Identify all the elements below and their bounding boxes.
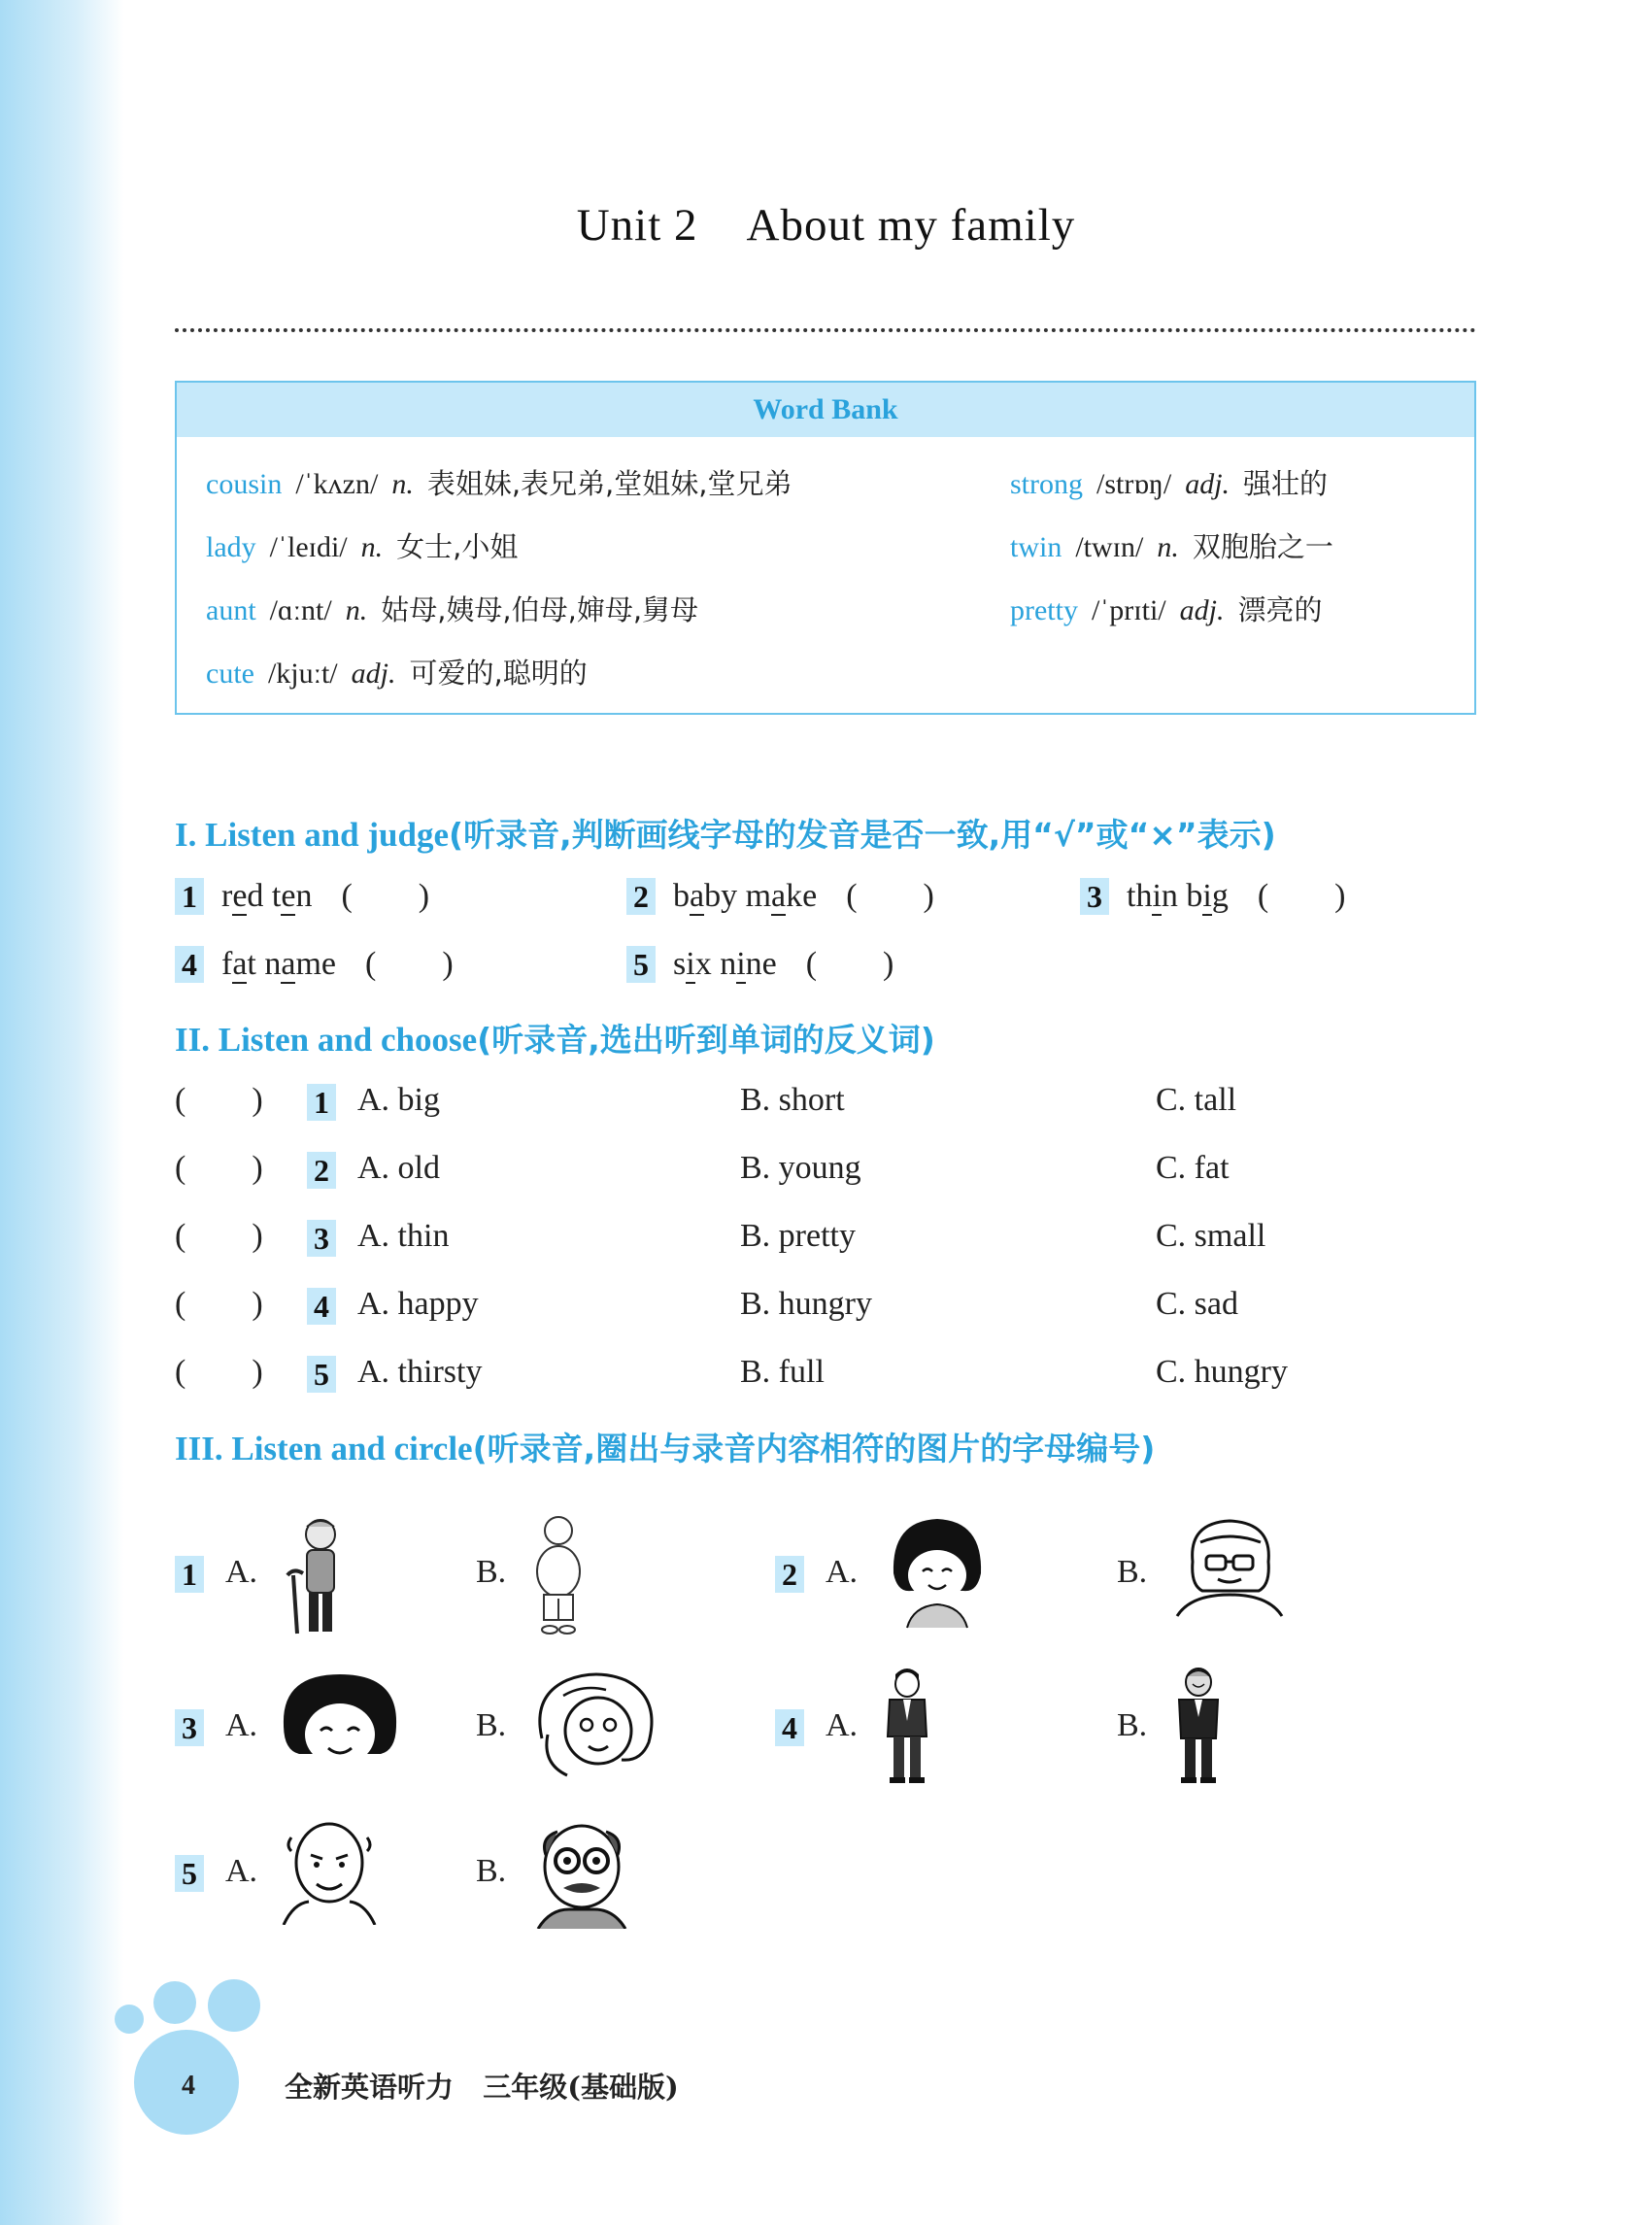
- item-number: 2: [626, 878, 656, 915]
- option-b[interactable]: B. pretty: [740, 1218, 856, 1254]
- section-3-title-cn: (听录音,圈出与录音内容相符的图片的字母编号): [472, 1430, 1156, 1467]
- answer-blank[interactable]: ( ): [175, 1286, 263, 1322]
- option-a[interactable]: A. happy: [357, 1286, 479, 1322]
- entry-phonetic: /ɑːnt/: [269, 594, 332, 626]
- entry-phonetic: /ˈleɪdi/: [269, 531, 348, 563]
- item-number: 1: [175, 878, 204, 915]
- judge-item: [175, 878, 429, 915]
- item-number: 5: [307, 1356, 336, 1393]
- item-number: 3: [175, 1709, 204, 1746]
- section-1-title-cn: (听录音,判断画线字母的发音是否一致,用“√”或“×”表示): [449, 816, 1276, 854]
- curly-hair-girl-icon[interactable]: [528, 1667, 664, 1781]
- entry-word: lady: [206, 531, 256, 563]
- option-b-label[interactable]: B.: [476, 1853, 507, 1889]
- entry-meaning: 女士,小姐: [396, 530, 519, 563]
- word-pair: red ten: [221, 878, 313, 914]
- item-number: 1: [307, 1084, 336, 1121]
- entry-word: strong: [1010, 468, 1083, 500]
- answer-blank[interactable]: ( ): [175, 1082, 263, 1118]
- item-number: 4: [775, 1709, 804, 1746]
- word-bank: [175, 381, 1476, 715]
- judge-item: [175, 946, 454, 983]
- entry-phonetic: /ˈprɪti/: [1091, 594, 1166, 626]
- entry-word: twin: [1010, 531, 1062, 563]
- old-man-suit-icon[interactable]: [1169, 1661, 1228, 1787]
- fat-boy-icon[interactable]: [524, 1511, 592, 1637]
- grandpa-with-glasses-icon[interactable]: [530, 1816, 633, 1929]
- paw-toe-decoration: [208, 1979, 260, 2032]
- dotted-divider: [175, 328, 1476, 332]
- word-entry: [1010, 525, 1333, 565]
- girl-face-icon[interactable]: [278, 1670, 402, 1777]
- entry-word: aunt: [206, 594, 256, 626]
- option-b[interactable]: B. young: [740, 1150, 861, 1186]
- word-entry: [1010, 589, 1323, 628]
- option-b[interactable]: B. full: [740, 1354, 825, 1390]
- judge-item: [626, 946, 893, 983]
- item-number: 1: [175, 1556, 204, 1593]
- book-title: 全新英语听力 三年级(基础版): [285, 2071, 679, 2104]
- entry-phonetic: /ˈkʌzn/: [295, 468, 379, 500]
- word-pair: baby make: [673, 878, 818, 914]
- entry-word: pretty: [1010, 594, 1078, 626]
- unit-label: Unit 2: [576, 200, 698, 251]
- item-number: 5: [175, 1855, 204, 1892]
- section-3-title: [175, 1424, 1155, 1469]
- entry-meaning: 漂亮的: [1237, 593, 1323, 626]
- answer-blank[interactable]: ( ): [341, 878, 430, 914]
- entry-phonetic: /kjuːt/: [267, 657, 338, 690]
- girl-bob-hair-icon[interactable]: [884, 1515, 991, 1630]
- option-a[interactable]: A. thirsty: [357, 1354, 483, 1390]
- entry-word: cousin: [206, 468, 283, 500]
- word-entry: [206, 462, 792, 502]
- option-c[interactable]: C. hungry: [1156, 1354, 1288, 1390]
- page-title: [0, 199, 1652, 252]
- option-b-label[interactable]: B.: [1117, 1554, 1148, 1590]
- option-b-label[interactable]: B.: [476, 1707, 507, 1743]
- entry-meaning: 强壮的: [1243, 467, 1329, 500]
- entry-word: cute: [206, 657, 254, 690]
- word-pair: six nine: [673, 946, 777, 982]
- section-1-title-en: I. Listen and judge: [175, 816, 450, 854]
- option-c[interactable]: C. tall: [1156, 1082, 1237, 1118]
- entry-meaning: 可爱的,聪明的: [409, 657, 588, 690]
- word-bank-heading: Word Bank: [177, 383, 1474, 437]
- entry-meaning: 姑母,姨母,伯母,婶母,舅母: [381, 593, 699, 626]
- young-man-suit-icon[interactable]: [878, 1661, 936, 1787]
- option-b[interactable]: B. hungry: [740, 1286, 872, 1322]
- entry-pos: n.: [1157, 531, 1179, 563]
- answer-blank[interactable]: ( ): [1257, 878, 1346, 914]
- entry-pos: n.: [345, 594, 368, 626]
- word-pair: thin big: [1127, 878, 1229, 914]
- item-number: 4: [175, 946, 204, 983]
- item-number: 2: [775, 1556, 804, 1593]
- word-entry: [206, 652, 588, 691]
- option-c[interactable]: C. sad: [1156, 1286, 1238, 1322]
- word-entry: [206, 525, 518, 565]
- entry-phonetic: /strɒŋ/: [1096, 468, 1172, 500]
- option-a[interactable]: A. big: [357, 1082, 440, 1118]
- item-number: 2: [307, 1152, 336, 1189]
- section-3-title-en: III. Listen and circle: [175, 1430, 473, 1467]
- entry-pos: n.: [391, 468, 414, 500]
- old-man-with-cane-icon[interactable]: [280, 1513, 357, 1639]
- item-number: 5: [626, 946, 656, 983]
- option-c[interactable]: C. fat: [1156, 1150, 1230, 1186]
- item-number: 4: [307, 1288, 336, 1325]
- item-number: 3: [307, 1220, 336, 1257]
- section-1-title: [175, 810, 1276, 856]
- answer-blank[interactable]: ( ): [175, 1354, 263, 1390]
- answer-blank[interactable]: ( ): [175, 1218, 263, 1254]
- option-a[interactable]: A. old: [357, 1150, 440, 1186]
- section-2-title-cn: (听录音,选出听到单词的反义词): [477, 1021, 935, 1059]
- grandma-with-glasses-icon[interactable]: [1171, 1513, 1288, 1620]
- entry-phonetic: /twɪn/: [1075, 531, 1144, 563]
- entry-pos: adj.: [1185, 468, 1231, 500]
- word-pair: fat name: [221, 946, 337, 982]
- item-number: 3: [1080, 878, 1109, 915]
- option-a-label[interactable]: A.: [225, 1707, 258, 1743]
- entry-meaning: 双胞胎之一: [1192, 530, 1333, 563]
- option-a-label[interactable]: A.: [225, 1554, 258, 1590]
- bald-man-icon[interactable]: [280, 1816, 379, 1925]
- entry-pos: n.: [360, 531, 384, 563]
- word-entry: [1010, 462, 1328, 502]
- paw-toe-decoration: [115, 2005, 144, 2034]
- option-a-label[interactable]: A.: [225, 1853, 258, 1889]
- option-c[interactable]: C. small: [1156, 1218, 1266, 1254]
- answer-blank[interactable]: ( ): [175, 1150, 263, 1186]
- judge-item: [1080, 878, 1346, 915]
- option-b[interactable]: B. short: [740, 1082, 845, 1118]
- entry-meaning: 表姐妹,表兄弟,堂姐妹,堂兄弟: [426, 467, 792, 500]
- answer-blank[interactable]: ( ): [805, 946, 894, 982]
- option-a-label[interactable]: A.: [826, 1707, 859, 1743]
- judge-item: [626, 878, 934, 915]
- entry-pos: adj.: [1179, 594, 1225, 626]
- option-b-label[interactable]: B.: [476, 1554, 507, 1590]
- side-strip: [0, 0, 124, 2225]
- entry-pos: adj.: [351, 657, 396, 690]
- unit-name: About my family: [746, 200, 1076, 251]
- answer-blank[interactable]: ( ): [846, 878, 934, 914]
- word-entry: [206, 589, 698, 628]
- section-2-title-en: II. Listen and choose: [175, 1021, 478, 1059]
- option-a[interactable]: A. thin: [357, 1218, 450, 1254]
- section-2-title: [175, 1015, 935, 1061]
- answer-blank[interactable]: ( ): [365, 946, 454, 982]
- paw-toe-decoration: [153, 1981, 196, 2024]
- page-number: 4: [182, 2071, 195, 2101]
- option-b-label[interactable]: B.: [1117, 1707, 1148, 1743]
- option-a-label[interactable]: A.: [826, 1554, 859, 1590]
